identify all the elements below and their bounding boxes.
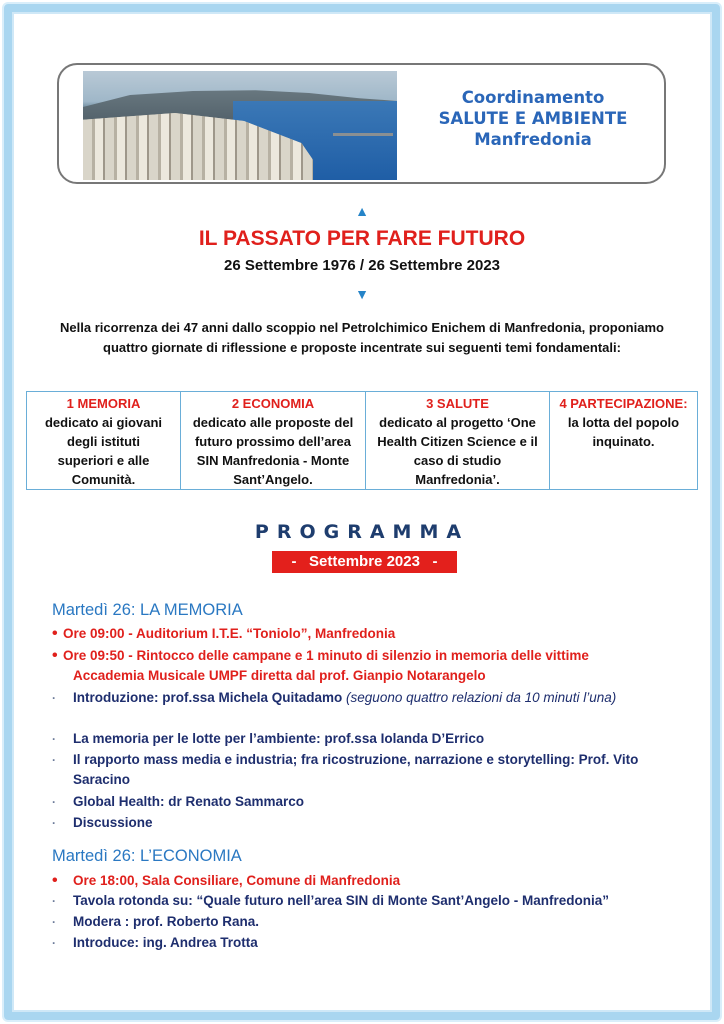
list-item: • Ore 09:50 - Rintocco delle campane e 1 minuto di silenzio in memoria delle vittime	[52, 647, 589, 664]
bullet-icon: ·	[52, 894, 56, 908]
themes-table	[26, 391, 698, 490]
theme-body: dedicato alle proposte del futuro prossimo dell’area SIN Manfredonia - Monte Sant’Angelo.	[192, 415, 354, 487]
program-heading: PROGRAMMA	[254, 521, 470, 543]
day2-heading: Martedì 26: L’ECONOMIA	[52, 847, 242, 865]
list-item: Accademia Musicale UMPF diretta dal prof. Gianpio Notarangelo	[73, 668, 486, 683]
page-title: IL PASSATO PER FARE FUTURO	[198, 227, 526, 250]
theme-body: dedicato al progetto ‘One Health Citizen Science e il caso di studio Manfredonia’.	[377, 415, 538, 487]
theme-cell-partecipazione	[550, 392, 698, 490]
list-item: • Ore 09:00 - Auditorium I.T.E. “Toniolo”, Manfredonia	[52, 625, 396, 642]
organization-line-1: Coordinamento	[461, 88, 605, 107]
theme-cell-memoria	[27, 392, 181, 490]
list-item-note: (seguono quattro relazioni da 10 minuti l’una)	[346, 690, 617, 705]
bullet-icon: ·	[52, 795, 56, 809]
list-item: · Il rapporto mass media e industria; fra ricostruzione, narrazione e storytelling: Prof. Vito Saracino	[52, 752, 639, 787]
theme-body: dedicato ai giovani degli istituti superiori e alle Comunità.	[44, 415, 163, 487]
list-item: · Introduce: ing. Andrea Trotta	[52, 933, 692, 953]
intro-paragraph: Nella ricorrenza dei 47 anni dallo scoppio nel Petrolchimico Enichem di Manfredonia, proponiamo quattro giornate di riflessione e proposte incentrate sui seguenti temi fondamentali:	[60, 320, 664, 355]
list-item: · Discussione	[52, 813, 692, 833]
bullet-icon: ·	[52, 691, 56, 705]
list-item: · Introduzione: prof.ssa Michela Quitadamo (seguono quattro relazioni da 10 minuti l’una)	[52, 688, 692, 708]
list-item: · Modera : prof. Roberto Rana.	[52, 912, 692, 932]
bullet-icon: •	[52, 872, 58, 889]
theme-title: 1 MEMORIA	[66, 396, 141, 411]
bullet-icon: ·	[52, 816, 56, 830]
bullet-icon: ·	[52, 753, 56, 767]
bullet-icon: •	[52, 625, 58, 642]
triangle-down-icon: ▼	[355, 286, 369, 302]
bullet-icon: ·	[52, 915, 56, 929]
coastline-photo	[83, 71, 397, 180]
bullet-icon: •	[52, 647, 58, 664]
theme-cell-salute	[366, 392, 550, 490]
theme-title: 3 SALUTE	[426, 396, 489, 411]
theme-body: la lotta del popolo inquinato.	[567, 415, 680, 449]
theme-title: 2 ECONOMIA	[231, 396, 315, 411]
organization-line-3: Manfredonia	[474, 130, 592, 149]
list-item: · La memoria per le lotte per l’ambiente: prof.ssa Iolanda D’Errico	[52, 729, 692, 749]
header-banner	[57, 63, 666, 184]
organization-name	[404, 87, 662, 150]
list-item: · Tavola rotonda su: “Quale futuro nell’area SIN di Monte Sant’Angelo - Manfredonia”	[52, 891, 692, 911]
triangle-up-icon: ▲	[355, 203, 369, 219]
theme-cell-economia	[181, 392, 366, 490]
month-banner: - Settembre 2023 -	[272, 551, 457, 573]
date-range: 26 Settembre 1976 / 26 Settembre 2023	[224, 257, 500, 274]
theme-title: 4 PARTECIPAZIONE:	[559, 396, 688, 411]
bullet-icon: ·	[52, 732, 56, 746]
bullet-icon: ·	[52, 936, 56, 950]
list-item: · Global Health: dr Renato Sammarco	[52, 792, 692, 812]
organization-line-2: SALUTE E AMBIENTE	[438, 109, 628, 128]
day1-heading: Martedì 26: LA MEMORIA	[52, 601, 243, 619]
list-item: • Ore 18:00, Sala Consiliare, Comune di Manfredonia	[52, 872, 401, 889]
